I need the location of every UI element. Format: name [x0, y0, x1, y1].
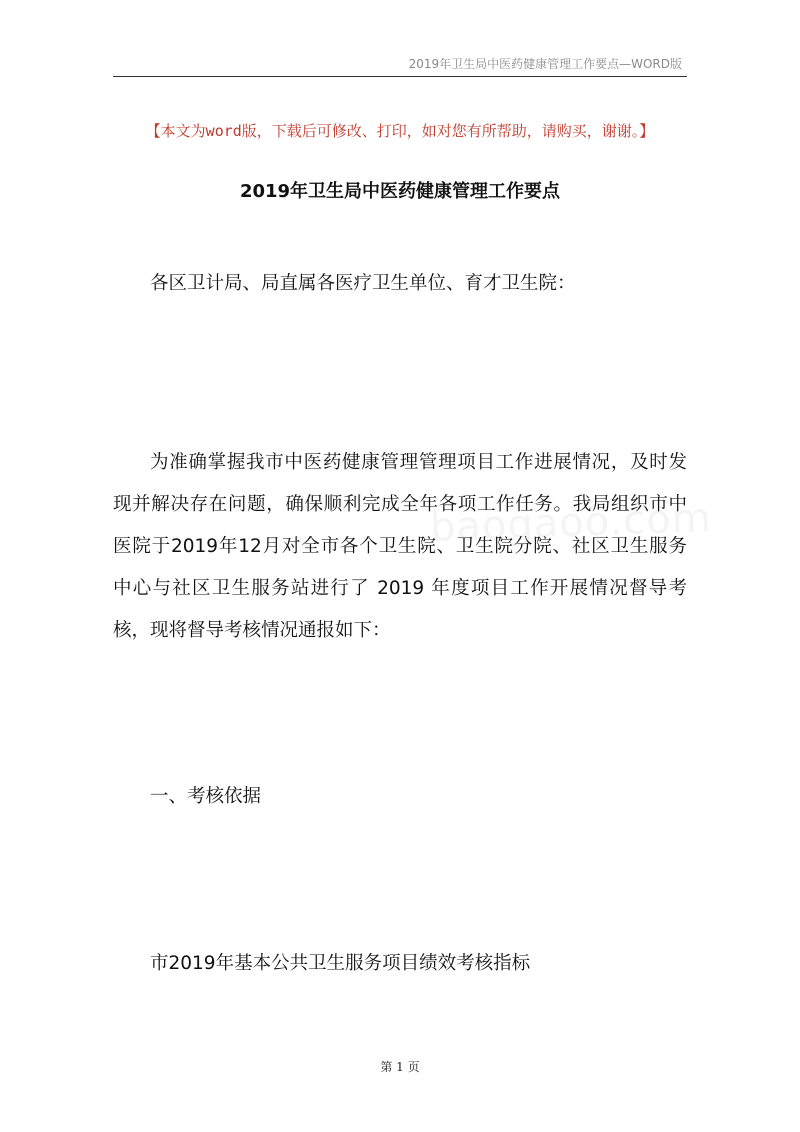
paragraph-line: 中心与社区卫生服务站进行了 2019 年度项目工作开展情况督导考	[113, 578, 687, 599]
basis-text: 市2019年基本公共卫生服务项目绩效考核指标	[150, 953, 531, 974]
paragraph-line: 核，现将督导考核情况通报如下：	[113, 620, 391, 641]
header-divider	[113, 76, 687, 77]
salutation-text: 各区卫计局、局直属各医疗卫生单位、育才卫生院：	[150, 273, 576, 294]
document-title: 2019年卫生局中医药健康管理工作要点	[239, 181, 561, 202]
paragraph-line: 为准确掌握我市中医药健康管理管理项目工作进展情况，及时发	[150, 452, 687, 473]
page-header: 2019年卫生局中医药健康管理工作要点—WORD版	[408, 57, 682, 71]
paragraph-line: 医院于2019年12月对全市各个卫生院、卫生院分院、社区卫生服务	[113, 536, 687, 557]
basis-paragraph	[113, 943, 724, 985]
page-number: 第 1 页	[380, 1060, 420, 1074]
section-heading	[113, 776, 724, 818]
salutation	[113, 263, 724, 305]
section-heading-text: 一、考核依据	[150, 786, 262, 807]
watermark	[429, 495, 712, 551]
purchase-notice: 【本文为word版，下载后可修改、打印，如对您有所帮助，请购买，谢谢。】	[145, 122, 655, 140]
paragraph-line: 现并解决存在问题，确保顺利完成全年各项工作任务。我局组织市中	[113, 494, 687, 515]
intro-paragraph	[113, 442, 687, 652]
